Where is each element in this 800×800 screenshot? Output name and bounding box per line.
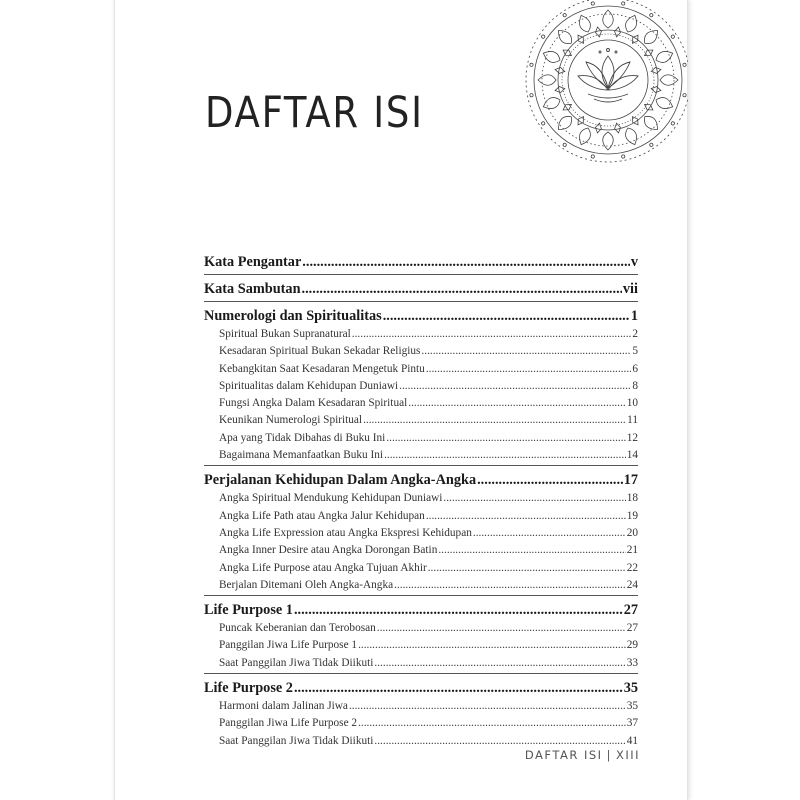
toc-subentry-label: Angka Life Path atau Angka Jalur Kehidupan: [219, 509, 425, 522]
dot-leader: [302, 252, 630, 272]
toc-subentry[interactable]: [204, 412, 638, 429]
divider: [204, 301, 638, 302]
dot-leader: [443, 490, 625, 507]
toc-chapter-page: 1: [630, 308, 638, 324]
footer-section: DAFTAR ISI: [524, 748, 603, 762]
toc-subentry-page: 10: [626, 397, 638, 410]
toc-chapter-label: Perjalanan Kehidupan Dalam Angka-Angka: [204, 472, 477, 489]
toc-subentry-label: Harmoni dalam Jalinan Jiwa: [219, 700, 348, 713]
dot-leader: [438, 542, 625, 559]
dot-leader: [302, 279, 622, 299]
toc-subentry-label: Keunikan Numerologi Spiritual: [219, 414, 363, 427]
page-footer: [525, 748, 640, 762]
toc-subentry[interactable]: [204, 655, 638, 672]
toc-subentry-label: Apa yang Tidak Dibahas di Buku Ini: [219, 431, 386, 444]
toc-chapter-page: 17: [623, 472, 638, 489]
toc-subentry-page: 33: [626, 656, 638, 669]
toc-subentry-label: Fungsi Angka Dalam Kesadaran Spiritual: [219, 397, 408, 410]
dot-leader: [399, 378, 631, 395]
toc-subentry[interactable]: [204, 447, 638, 464]
toc-entry-kata-sambutan[interactable]: [204, 279, 638, 299]
toc-subentry-label: Panggilan Jiwa Life Purpose 1: [219, 639, 358, 652]
toc-subentry-page: 8: [632, 379, 638, 392]
toc-subentry-page: 41: [626, 734, 638, 747]
toc-chapter-label: Life Purpose 2: [204, 680, 293, 697]
toc-subentry[interactable]: [204, 326, 638, 343]
dot-leader: [374, 655, 625, 672]
toc-subentry[interactable]: [204, 395, 638, 412]
dot-leader: [386, 430, 625, 447]
toc-subentry-page: 20: [626, 526, 638, 539]
toc-chapter-page: 27: [623, 602, 638, 619]
toc-subentry-page: 19: [626, 509, 638, 522]
toc-subentry[interactable]: [204, 378, 638, 395]
dot-leader: [477, 470, 623, 490]
toc-subentry-page: 12: [626, 431, 638, 444]
dot-leader: [408, 395, 625, 412]
toc-subentry-page: 37: [626, 717, 638, 730]
toc-subentry[interactable]: [204, 698, 638, 715]
toc-chapter[interactable]: [204, 600, 638, 620]
divider: [204, 673, 638, 674]
toc-subentry[interactable]: [204, 490, 638, 507]
toc-subentry-label: Kebangkitan Saat Kesadaran Mengetuk Pintu: [219, 362, 425, 375]
toc-subentry[interactable]: [204, 620, 638, 637]
dot-leader: [294, 678, 623, 698]
toc-chapter[interactable]: [204, 678, 638, 698]
toc-subentry-page: 27: [626, 622, 638, 635]
mandala-lotus-icon: [508, 0, 688, 178]
divider: [204, 274, 638, 275]
toc-subentry[interactable]: [204, 637, 638, 654]
toc-subentry-page: 2: [632, 328, 638, 340]
toc-subentry-page: 14: [626, 449, 638, 462]
toc-subentry-label: Angka Life Expression atau Angka Ekspresi Kehidupan: [219, 526, 472, 539]
toc-subentry-page: 24: [626, 578, 638, 591]
dot-leader: [426, 361, 632, 378]
dot-leader: [352, 326, 632, 343]
toc-subentry-label: Angka Inner Desire atau Angka Dorongan Batin: [219, 544, 438, 557]
page-title: DAFTAR ISI: [205, 88, 424, 138]
toc-subentry[interactable]: [204, 525, 638, 542]
dot-leader: [358, 715, 626, 732]
toc-entry-label: Kata Pengantar: [204, 254, 302, 270]
dot-leader: [349, 698, 626, 715]
toc-subentry-label: Angka Life Purpose atau Angka Tujuan Akhir: [219, 561, 427, 574]
dot-leader: [421, 343, 631, 360]
toc-subentry-label: Panggilan Jiwa Life Purpose 2: [219, 717, 358, 730]
toc-entry-page: v: [630, 254, 638, 270]
table-of-contents: [204, 252, 638, 750]
toc-subentry[interactable]: [204, 715, 638, 732]
toc-chapter[interactable]: [204, 470, 638, 490]
dot-leader: [394, 577, 626, 594]
toc-subentry-page: 29: [626, 639, 638, 652]
toc-subentry-page: 21: [626, 544, 638, 557]
toc-subentry[interactable]: [204, 577, 638, 594]
toc-subentry-page: 11: [627, 414, 638, 427]
dot-leader: [426, 508, 626, 525]
toc-subentry-label: Puncak Keberanian dan Terobosan: [219, 622, 376, 635]
dot-leader: [363, 412, 626, 429]
toc-subentry[interactable]: [204, 560, 638, 577]
divider: [204, 465, 638, 466]
toc-subentry[interactable]: [204, 343, 638, 360]
dot-leader: [383, 306, 630, 326]
toc-subentry-label: Berjalan Ditemani Oleh Angka-Angka: [219, 578, 394, 591]
footer-page-number: XIII: [615, 748, 640, 762]
dot-leader: [428, 560, 626, 577]
footer-separator: |: [606, 748, 612, 762]
dot-leader: [384, 447, 626, 464]
dot-leader: [473, 525, 626, 542]
toc-chapter[interactable]: [204, 306, 638, 326]
dot-leader: [377, 620, 626, 637]
toc-subentry-label: Saat Panggilan Jiwa Tidak Diikuti: [219, 656, 374, 669]
toc-chapter-label: Life Purpose 1: [204, 602, 293, 619]
toc-subentry-label: Saat Panggilan Jiwa Tidak Diikuti: [219, 734, 374, 747]
toc-entry-page: vii: [622, 281, 638, 297]
toc-subentry-page: 6: [632, 362, 638, 375]
dot-leader: [294, 600, 623, 620]
toc-subentry-page: 22: [626, 561, 638, 574]
toc-subentry[interactable]: [204, 430, 638, 447]
toc-subentry-label: Spiritualitas dalam Kehidupan Duniawi: [219, 379, 399, 392]
toc-chapter-label: Numerologi dan Spiritualitas: [204, 308, 382, 324]
toc-subentry[interactable]: [204, 361, 638, 378]
toc-subentry-label: Kesadaran Spiritual Bukan Sekadar Religius: [219, 345, 421, 358]
toc-subentry-page: 35: [626, 700, 638, 713]
toc-subentry-label: Spiritual Bukan Supranatural: [219, 328, 351, 340]
toc-entry-label: Kata Sambutan: [204, 281, 301, 297]
toc-subentry[interactable]: [204, 508, 638, 525]
toc-subentry-label: Angka Spiritual Mendukung Kehidupan Duniawi: [219, 492, 443, 505]
toc-subentry[interactable]: [204, 542, 638, 559]
toc-chapter-page: 35: [623, 680, 638, 697]
toc-subentry-page: 18: [626, 492, 638, 505]
divider: [204, 595, 638, 596]
toc-entry-kata-pengantar[interactable]: [204, 252, 638, 272]
dot-leader: [358, 637, 626, 654]
toc-subentry-page: 5: [632, 345, 638, 358]
toc-subentry-label: Bagaimana Memanfaatkan Buku Ini: [219, 449, 384, 462]
